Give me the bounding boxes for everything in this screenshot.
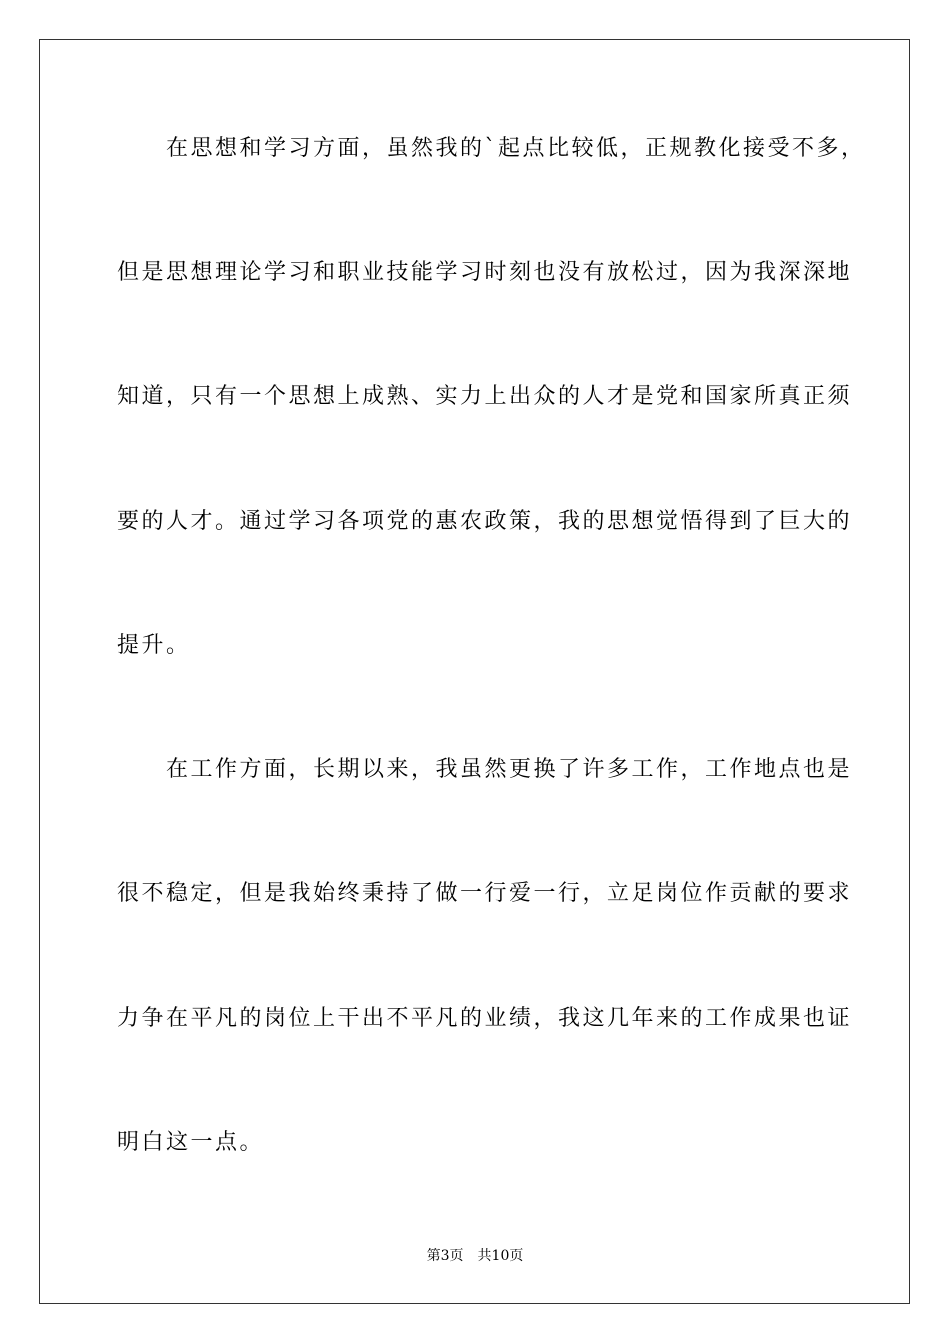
text-line: 要的人才。通过学习各项党的惠农政策，我的思想觉悟得到了巨大的: [117, 509, 853, 534]
text-line: 提升。: [117, 633, 191, 658]
page-total: 共10页: [477, 1248, 524, 1264]
text-line: 但是思想理论学习和职业技能学习时刻也没有放松过，因为我深深地: [117, 260, 853, 285]
text-line: 知道，只有一个思想上成熟、实力上出众的人才是党和国家所真正须: [117, 384, 853, 409]
page-number: 第3页: [426, 1248, 464, 1264]
text-line: 明白这一点。: [117, 1130, 265, 1155]
text-line: 在工作方面，长期以来，我虽然更换了许多工作，工作地点也是: [117, 757, 853, 782]
text-line: 在思想和学习方面，虽然我的`起点比较低，正规教化接受不多，: [117, 136, 866, 161]
page-footer: [0, 1247, 950, 1265]
text-line: 力争在平凡的岗位上干出不平凡的业绩，我这几年来的工作成果也证: [117, 1006, 853, 1031]
text-line: 很不稳定，但是我始终秉持了做一行爱一行，立足岗位作贡献的要求: [117, 881, 853, 906]
page-border: [39, 39, 910, 1304]
